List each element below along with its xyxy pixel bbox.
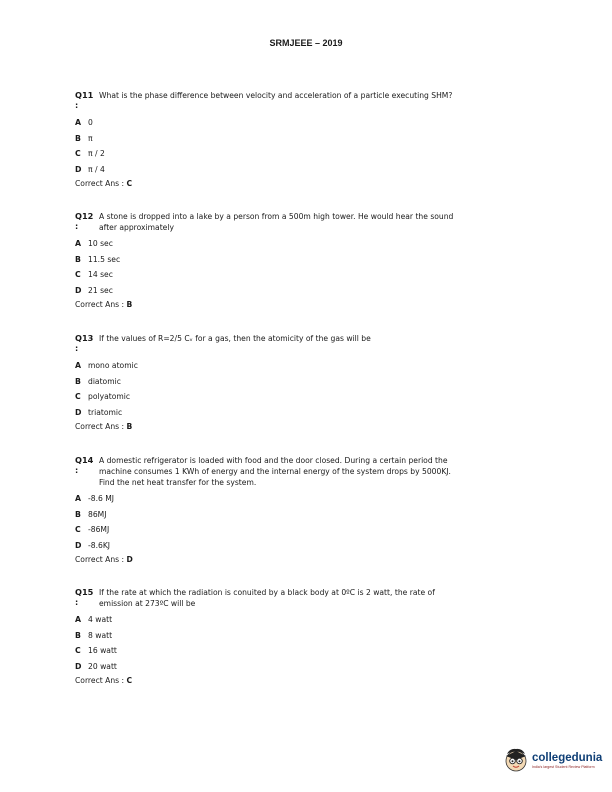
option-b: B 8 watt bbox=[75, 630, 113, 640]
option-d: D -8.6KJ bbox=[75, 540, 111, 550]
question-text-cont: machine consumes 1 KWh of energy and the internal energy of the system drops by 5000KJ. bbox=[99, 467, 451, 476]
option-c: C -86MJ bbox=[75, 525, 110, 535]
option-a: A 4 watt bbox=[75, 615, 113, 625]
question-text-cont: Find the net heat transfer for the system. bbox=[99, 478, 257, 487]
option-a: A -8.6 MJ bbox=[75, 494, 115, 504]
question-number: Q13 bbox=[75, 333, 94, 343]
question-block bbox=[75, 455, 535, 564]
question-block bbox=[75, 587, 535, 685]
question-block bbox=[75, 90, 535, 188]
correct-answer: Correct Ans : C bbox=[75, 676, 133, 685]
question-text: What is the phase difference between velocity and acceleration of a particle executing SHM? bbox=[99, 91, 453, 100]
correct-answer: Correct Ans : C bbox=[75, 179, 133, 188]
option-a: A 0 bbox=[75, 118, 93, 128]
question-text: If the values of R=2/5 Cᵥ for a gas, then the atomicity of the gas will be bbox=[99, 334, 371, 343]
logo-brand: collegedunia bbox=[532, 751, 603, 764]
correct-answer: Correct Ans : B bbox=[75, 300, 133, 309]
question-text-cont: after approximately bbox=[99, 223, 174, 232]
option-a: A 10 sec bbox=[75, 239, 113, 249]
option-d: D triatomic bbox=[75, 407, 123, 417]
correct-answer: Correct Ans : D bbox=[75, 555, 133, 564]
correct-answer: Correct Ans : B bbox=[75, 422, 133, 431]
option-c: C 14 sec bbox=[75, 270, 113, 280]
question-block bbox=[75, 211, 535, 309]
question-colon: : bbox=[75, 466, 79, 475]
page-title: SRMJEEE – 2019 bbox=[269, 38, 343, 48]
question-text: A stone is dropped into a lake by a person from a 500m high tower. He would hear the sound bbox=[99, 212, 454, 221]
option-b: B π bbox=[75, 133, 93, 143]
question-number: Q11 bbox=[75, 90, 94, 100]
option-b: B 11.5 sec bbox=[75, 254, 121, 264]
question-text: If the rate at which the radiation is conuited by a black body at 0ºC is 2 watt, the rate of bbox=[99, 588, 435, 597]
collegedunia-logo bbox=[502, 746, 602, 774]
option-c: C 16 watt bbox=[75, 646, 117, 656]
question-number: Q14 bbox=[75, 455, 94, 465]
option-c: C π / 2 bbox=[75, 149, 105, 159]
option-c: C polyatomic bbox=[75, 392, 131, 402]
question-number: Q15 bbox=[75, 587, 94, 597]
question-text-cont: emission at 273ºC will be bbox=[99, 599, 196, 608]
option-d: D π / 4 bbox=[75, 164, 105, 174]
option-b: B diatomic bbox=[75, 376, 121, 386]
question-block bbox=[75, 333, 535, 431]
question-colon: : bbox=[75, 344, 79, 353]
mascot-icon bbox=[502, 746, 530, 774]
option-d: D 21 sec bbox=[75, 285, 113, 295]
question-text: A domestic refrigerator is loaded with food and the door closed. During a certain period the bbox=[99, 456, 448, 465]
option-a: A mono atomic bbox=[75, 361, 138, 371]
logo-tagline: India's largest Student Review Platform bbox=[532, 764, 595, 769]
question-number: Q12 bbox=[75, 211, 94, 221]
option-b: B 86MJ bbox=[75, 509, 107, 519]
option-d: D 20 watt bbox=[75, 661, 117, 671]
question-colon: : bbox=[75, 101, 79, 110]
question-colon: : bbox=[75, 598, 79, 607]
question-colon: : bbox=[75, 222, 79, 231]
